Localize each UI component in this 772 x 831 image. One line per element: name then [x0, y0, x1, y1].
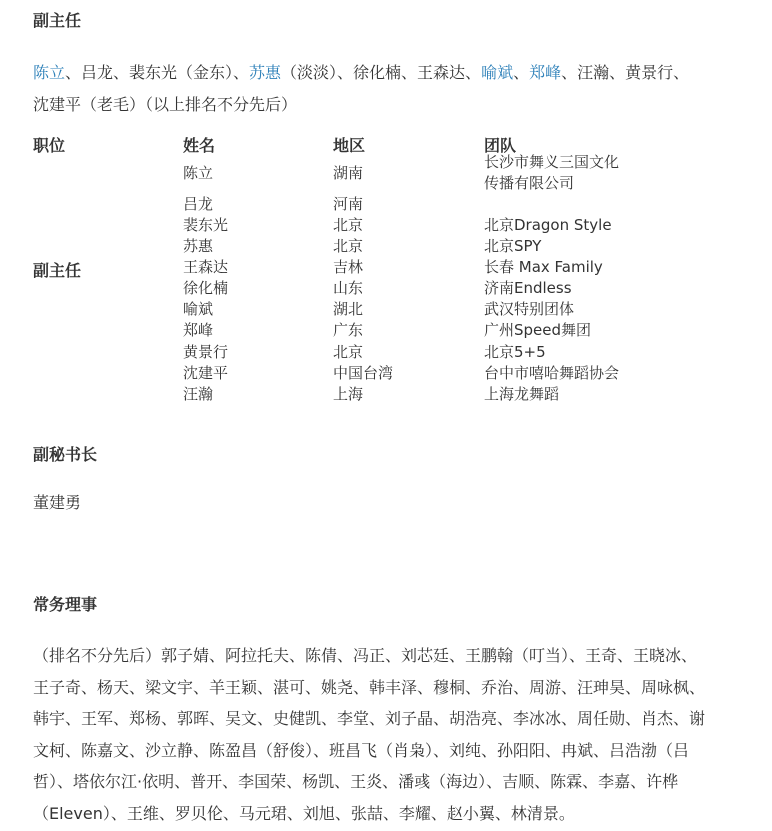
table-cell-name: 苏惠 — [183, 237, 214, 255]
table-cell-team: 长沙市舞义三国文化 — [484, 153, 620, 171]
name-link-chenli[interactable]: 陈立 — [33, 63, 66, 82]
table-cell-region: 湖北 — [333, 300, 364, 318]
table-cell-name: 沈建平 — [183, 364, 229, 382]
table-cell-region: 山东 — [333, 279, 364, 297]
standing-council-line: 韩宇、王军、郑杨、郭晖、吴文、史健凯、李堂、刘子晶、胡浩亮、李冰冰、周任勋、肖杰、谢 — [33, 709, 706, 728]
table-cell-name: 郑峰 — [183, 321, 214, 339]
table-cell-team: 北京SPY — [484, 237, 542, 255]
table-cell-region: 北京 — [333, 343, 364, 361]
table-cell-team: 广州Speed舞团 — [484, 321, 592, 339]
vice-director-heading: 副主任 — [33, 11, 82, 30]
standing-council-heading: 常务理事 — [33, 595, 98, 614]
table-cell-region: 北京 — [333, 237, 364, 255]
table-cell-region: 河南 — [333, 195, 364, 213]
table-cell-region: 广东 — [333, 321, 364, 339]
table-cell-name: 徐化楠 — [183, 279, 229, 297]
table-cell-team: 传播有限公司 — [484, 174, 575, 192]
table-cell-team: 济南Endless — [484, 279, 572, 297]
standing-council-line: 王子奇、杨天、梁文宇、羊王颖、湛可、姚尧、韩丰泽、穆桐、乔治、周游、汪珅昊、周咏枫、 — [33, 677, 706, 697]
table-cell-role: 副主任 — [33, 261, 82, 280]
table-header-region: 地区 — [333, 136, 366, 155]
vice-director-paragraph — [33, 57, 753, 121]
table-cell-team: 北京Dragon Style — [484, 216, 612, 234]
table-cell-name: 陈立 — [183, 164, 214, 182]
names-text: 、 — [513, 63, 530, 82]
standing-council-line: （Eleven）、王维、罗贝伦、马元珺、刘旭、张喆、李耀、赵小翼、林清景。 — [33, 803, 575, 823]
deputy-secretary-name: 董建勇 — [33, 493, 82, 512]
table-cell-team: 长春 Max Family — [484, 258, 603, 276]
vice-director-line-2: 沈建平（老毛）（以上排名不分先后） — [33, 95, 298, 114]
deputy-secretary-heading: 副秘书长 — [33, 445, 98, 464]
table-cell-name: 裴东光 — [183, 216, 229, 234]
table-cell-name: 喻斌 — [183, 300, 214, 318]
standing-council-line: （排名不分先后）郭子婧、阿拉托夫、陈倩、冯正、刘芯廷、王鹏翰（叮当）、王奇、王晓冰、 — [33, 646, 698, 665]
table-header-position: 职位 — [33, 136, 66, 155]
table-cell-name: 吕龙 — [183, 195, 214, 213]
vice-director-line-1 — [33, 57, 753, 89]
table-header-name: 姓名 — [183, 136, 216, 155]
table-cell-region: 湖南 — [333, 164, 364, 182]
table-cell-region: 北京 — [333, 216, 364, 234]
table-cell-team: 上海龙舞蹈 — [484, 385, 560, 403]
table-cell-region: 中国台湾 — [333, 364, 394, 382]
table-cell-name: 王森达 — [183, 258, 229, 276]
table-cell-team: 台中市嘻哈舞蹈协会 — [484, 364, 620, 382]
standing-council-line: 哲）、塔依尔江·依明、普开、李国荣、杨凯、王炎、潘彧（海边）、吉顺、陈霖、李嘉、许桦 — [33, 772, 679, 791]
table-cell-team: 武汉特别团体 — [484, 300, 575, 318]
standing-council-line: 文柯、陈嘉文、沙立静、陈盈昌（舒俊）、班昌飞（肖枭）、刘纯、孙阳阳、冉斌、吕浩渤（吕 — [33, 740, 690, 760]
name-link-suhui[interactable]: 苏惠 — [249, 63, 282, 82]
table-cell-region: 上海 — [333, 385, 364, 403]
names-text: 、汪瀚、黄景行、 — [561, 63, 690, 82]
standing-council-list — [33, 640, 755, 829]
table-cell-region: 吉林 — [333, 258, 364, 276]
names-text: 、吕龙、裴东光（金东）、 — [65, 63, 250, 82]
table-cell-name: 黄景行 — [183, 343, 229, 361]
table-cell-team: 北京5+5 — [484, 343, 546, 361]
name-link-zhengfeng[interactable]: 郑峰 — [529, 63, 562, 82]
table-header-team: 团队 — [484, 136, 517, 155]
names-text: （淡淡）、徐化楠、王森达、 — [281, 63, 482, 82]
table-cell-name: 汪瀚 — [183, 385, 214, 403]
name-link-yubin[interactable]: 喻斌 — [481, 63, 514, 82]
